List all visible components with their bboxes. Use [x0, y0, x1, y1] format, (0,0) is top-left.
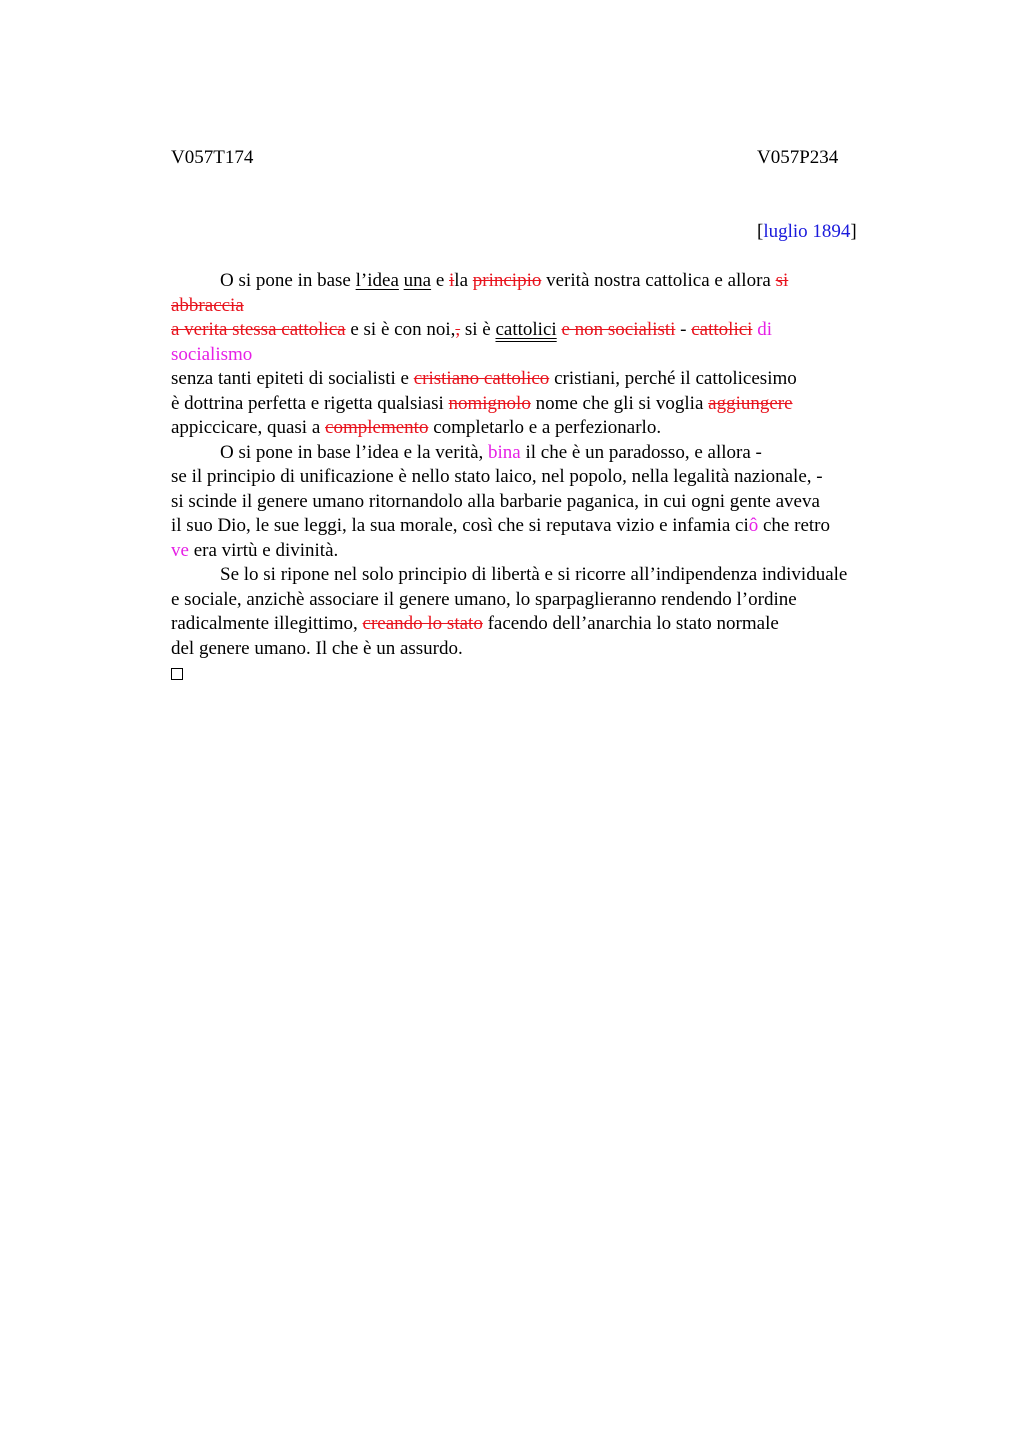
text-line — [171, 343, 931, 368]
text-segment: completarlo e a perfezionarlo. — [428, 417, 662, 438]
deleted-text: a verita stessa cattolica — [171, 319, 346, 340]
text-line — [171, 294, 931, 319]
text-segment: senza tanti epiteti di socialisti e — [171, 368, 414, 389]
deleted-text: principio — [472, 270, 542, 291]
text-line — [171, 441, 931, 466]
deleted-text: abbraccia — [171, 294, 244, 316]
text-line — [171, 539, 931, 564]
text-segment: O si pone in base — [220, 270, 356, 291]
inserted-text: di — [752, 319, 772, 340]
deleted-text: complemento — [325, 417, 429, 438]
inserted-text: bina — [488, 441, 521, 463]
text-line — [171, 416, 931, 441]
text-segment: il suo Dio, le sue leggi, la sua morale, così che si reputava vizio e infamia ci — [171, 515, 749, 536]
deleted-text: aggiungere — [708, 392, 793, 414]
deleted-text: e non socialisti — [561, 319, 676, 340]
text-segment: radicalmente illegittimo, — [171, 613, 363, 634]
bracket-open: [ — [757, 221, 764, 242]
text-segment: la — [454, 270, 473, 291]
underlined-text: l’idea — [355, 270, 399, 291]
square-outline-icon — [171, 668, 183, 680]
text-segment: - — [675, 319, 692, 340]
deleted-text: i — [449, 270, 455, 291]
text-segment: si scinde il genere umano ritornandolo alla barbarie paganica, in cui ogni gente aveva — [171, 490, 820, 512]
deleted-text: , — [455, 319, 461, 340]
text-segment: e si è con noi, — [345, 319, 456, 340]
deleted-text: si — [775, 270, 789, 291]
text-segment: il che è un paradosso, e allora - — [520, 441, 762, 463]
text-segment: O si pone in base l’idea e la verità, — [220, 441, 489, 463]
text-line — [171, 563, 931, 588]
date-text: luglio 1894 — [763, 221, 851, 242]
text-segment: e sociale, anzichè associare il genere umano, lo sparpaglieranno rendendo l’ordine — [171, 588, 797, 610]
deleted-text: cristiano cattolico — [413, 368, 550, 389]
text-segment: facendo dell’anarchia lo stato normale — [482, 613, 779, 634]
date-annotation — [757, 221, 857, 243]
text-line — [171, 392, 931, 417]
page-code: V057P234 — [757, 147, 839, 168]
underlined-text: una — [403, 270, 432, 291]
end-mark-line — [171, 661, 931, 686]
inserted-text: ô — [748, 515, 759, 536]
text-segment: e — [431, 270, 450, 291]
text-segment: è dottrina perfetta e rigetta qualsiasi — [171, 392, 449, 414]
text-line — [171, 612, 931, 637]
inserted-text: ve — [171, 539, 189, 561]
deleted-text: nomignolo — [448, 392, 531, 414]
text-line — [171, 514, 931, 539]
text-line — [171, 490, 931, 515]
deleted-text: creando lo stato — [362, 613, 483, 634]
text-line — [171, 269, 931, 294]
text-segment: cristiani, perché il cattolicesimo — [549, 368, 797, 389]
text-segment: si è — [460, 319, 496, 340]
text-line — [171, 367, 931, 392]
transcription-body — [171, 269, 931, 686]
inserted-text: socialismo — [171, 343, 253, 365]
text-segment: appiccicare, quasi a — [171, 417, 326, 438]
text-segment: era virtù e divinità. — [188, 539, 339, 561]
text-line — [171, 637, 931, 662]
text-segment: del genere umano. Il che è un assurdo. — [171, 637, 463, 659]
document-code: V057T174 — [171, 147, 254, 168]
text-segment: nome che gli si voglia — [530, 392, 709, 414]
deleted-text: cattolici — [691, 319, 753, 340]
text-segment: Se lo si ripone nel solo principio di libertà e si ricorre all’indipendenza individuale — [220, 564, 848, 585]
text-segment: verità nostra cattolica e allora — [541, 270, 776, 291]
text-segment: che retro — [758, 515, 830, 536]
double-underlined-text: cattolici — [495, 319, 557, 340]
text-segment: se il principio di unificazione è nello stato laico, nel popolo, nella legalità nazionale, - — [171, 466, 823, 487]
text-line — [171, 465, 931, 490]
text-line — [171, 588, 931, 613]
bracket-close: ] — [850, 221, 857, 242]
text-line — [171, 318, 931, 343]
